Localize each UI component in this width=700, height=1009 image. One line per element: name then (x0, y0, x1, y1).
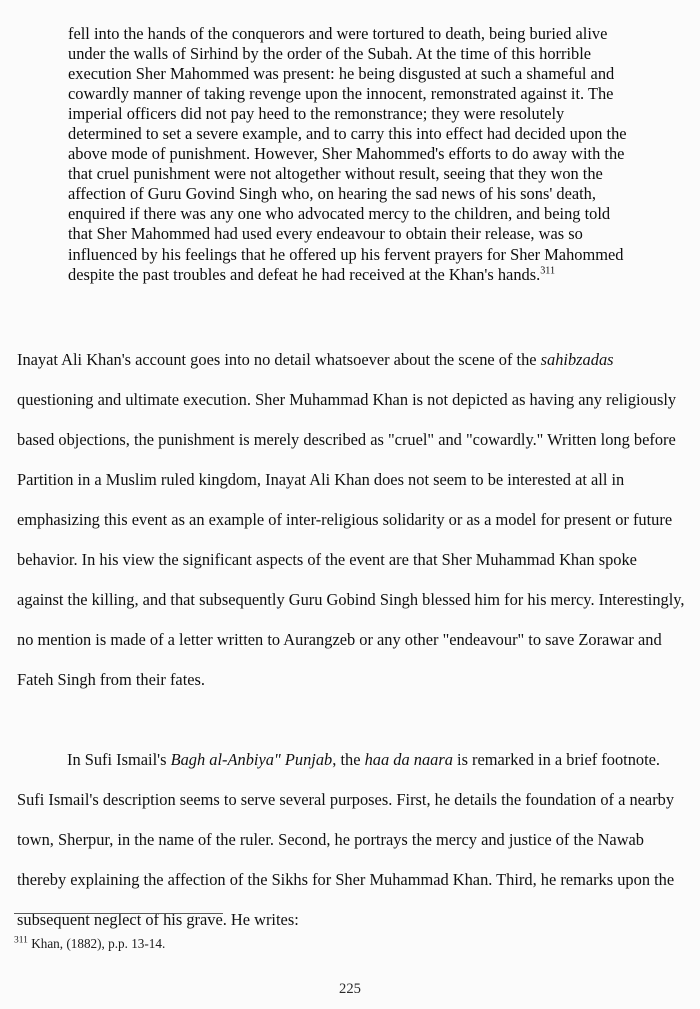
paragraph-2-segment-2: , the (332, 750, 365, 769)
block-quotation-text: fell into the hands of the conquerors and were tortured to death, being buried alive under the walls of Sirhind by the order of the Subah. At the time of this horrible execution Sher Mahommed was present: he being disgusted at such a shameful and cowardly manner of taking revenge upon the innocent, remonstrated against it. The imperial officers did not pay heed to the remonstrance; they were resolutely determined to set a severe example, and to carry this into effect had decided upon the above mode of punishment. However, Sher Mahommed's efforts to do away with the that cruel punishment were not altogether without result, seeing that they won the affection of Guru Govind Singh who, on hearing the sad news of his sons' death, enquired if there was any one who advocated mercy to the children, and being told that Sher Mahommed had used every endeavour to obtain their release, was so influenced by his feelings that he offered up his fervent prayers for Sher Mahommed despite the past troubles and defeat he had received at the Khan's hands. (68, 24, 627, 284)
footnote-number: 311 (14, 935, 28, 946)
body-text (17, 340, 685, 940)
paragraph-2-italic-haa-da-naara: haa da naara (364, 750, 453, 769)
paragraph-2-segment-1: In Sufi Ismail's (67, 750, 171, 769)
paragraph-1-segment-1: Inayat Ali Khan's account goes into no detail whatsoever about the scene of the (17, 350, 541, 369)
paragraph-spacer (17, 700, 685, 740)
footnote-entry (14, 935, 514, 952)
block-quotation (68, 24, 634, 285)
paragraph-2-italic-book-title: Bagh al-Anbiya" Punjab (170, 750, 333, 769)
page-number: 225 (339, 981, 361, 997)
paragraph-1-italic-sahibzadas: sahibzadas (540, 350, 614, 369)
paragraph-2 (17, 740, 685, 940)
footnote-separator-rule (14, 913, 223, 914)
footnote-reference-marker: 311 (540, 265, 556, 277)
paragraph-1-segment-2: questioning and ultimate execution. Sher Muhammad Khan is not depicted as having any religiously based objections, the punishment is merely described as "cruel" and "cowardly." Written long before Partition in a Muslim ruled kingdom, Inayat Ali Khan does not seem to be interested at all in emphasizing this event as an example of inter-religious solidarity or as a model for present or future behavior. In his view the significant aspects of the event are that Sher Muhammad Khan spoke against the killing, and that subsequently Guru Gobind Singh blessed him for his mercy. Interestingly, no mention is made of a letter written to Aurangzeb or any other "endeavour" to save Zorawar and Fateh Singh from their fates. (17, 390, 685, 689)
footnote-text: Khan, (1882), p.p. 13-14. (27, 936, 166, 951)
paragraph-2-segment-3: is remarked in a brief footnote. Sufi Ismail's description seems to serve several purposes. First, he details the foundation of a nearby town, Sherpur, in the name of the ruler. Second, he portrays the mercy and justice of the Nawab thereby explaining the affection of the Sikhs for Sher Muhammad Khan. Third, he remarks upon the subsequent neglect of his grave. He writes: (17, 750, 675, 929)
paragraph-1 (17, 340, 685, 700)
